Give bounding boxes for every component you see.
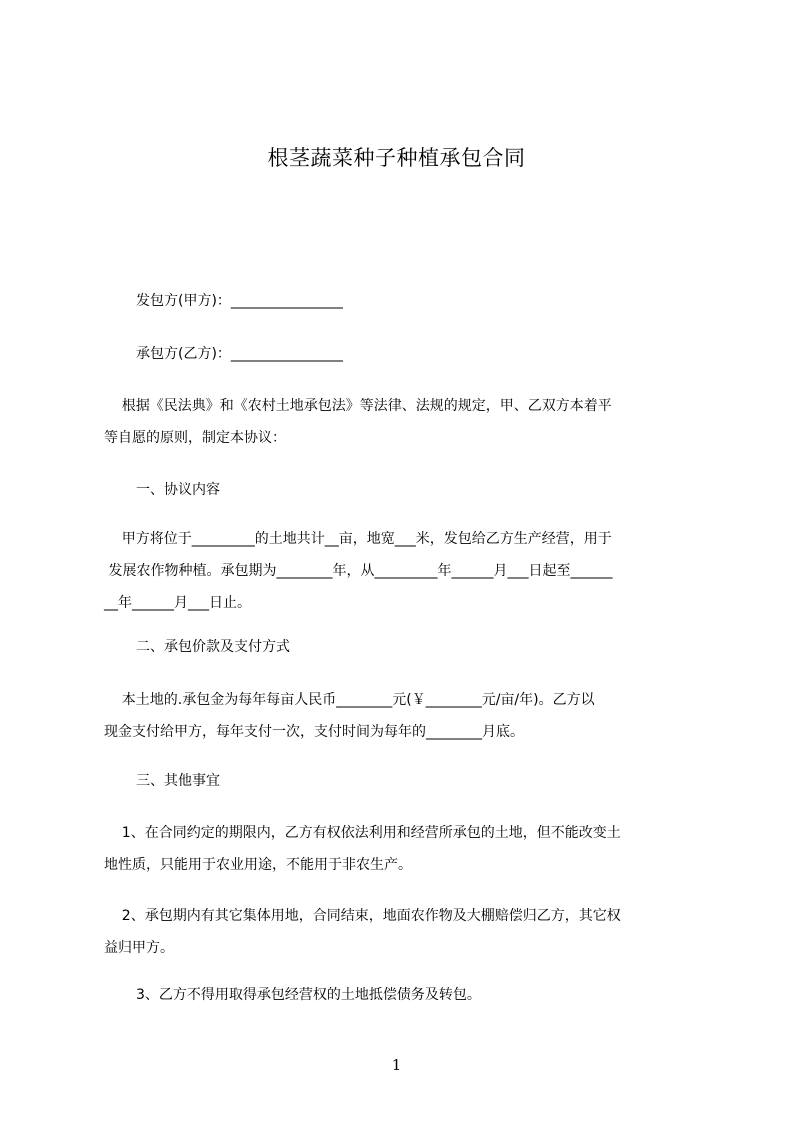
section-3-heading: 三、其他事宜 — [136, 773, 220, 789]
item-2-line-2: 益归甲方。 — [104, 940, 174, 956]
item-1-line-1: 1、在合同约定的期限内，乙方有权依法利用和经营所承包的土地，但不能改变土 — [104, 825, 621, 841]
intro-paragraph — [104, 390, 700, 454]
document-title: 根茎蔬菜种子种植承包合同 — [267, 146, 526, 170]
section-2-line-1: 本土地的.承包金为每年每亩人民币________元(￥________元/亩/年)。乙方以 — [104, 692, 595, 708]
section-1-heading: 一、协议内容 — [136, 482, 220, 498]
section-1-line-3: __年______月___日止。 — [104, 595, 251, 611]
party-a-line: 发包方(甲方)：________________ — [136, 293, 343, 309]
section-1-paragraph — [104, 523, 700, 619]
section-2-line-2: 现金支付给甲方，每年支付一次，支付时间为每年的________月底。 — [104, 724, 524, 740]
party-b-line: 承包方(乙方)：________________ — [136, 346, 343, 362]
section-2-paragraph — [104, 684, 700, 748]
item-2-line-1: 2、承包期内有其它集体用地，合同结束，地面农作物及大棚赔偿归乙方，其它权 — [104, 908, 621, 924]
item-2-paragraph — [104, 900, 700, 964]
item-1-line-2: 地性质，只能用于农业用途，不能用于非农生产。 — [104, 857, 412, 873]
intro-line-2: 等自愿的原则，制定本协议： — [104, 430, 286, 446]
page-number: 1 — [391, 1056, 402, 1074]
section-2-heading: 二、承包价款及支付方式 — [136, 639, 290, 655]
section-1-line-2: 发展农作物种植。承包期为________年，从_________年______月___日起至______ — [104, 563, 613, 579]
section-1-line-1: 甲方将位于_________的土地共计__亩，地宽___米，发包给乙方生产经营，用于 — [104, 531, 612, 547]
item-3-line: 3、乙方不得用取得承包经营权的土地抵偿债务及转包。 — [136, 987, 481, 1003]
intro-line-1: 根据《民法典》和《农村土地承包法》等法律、法规的规定，甲、乙双方本着平 — [104, 398, 612, 414]
item-1-paragraph — [104, 817, 700, 881]
